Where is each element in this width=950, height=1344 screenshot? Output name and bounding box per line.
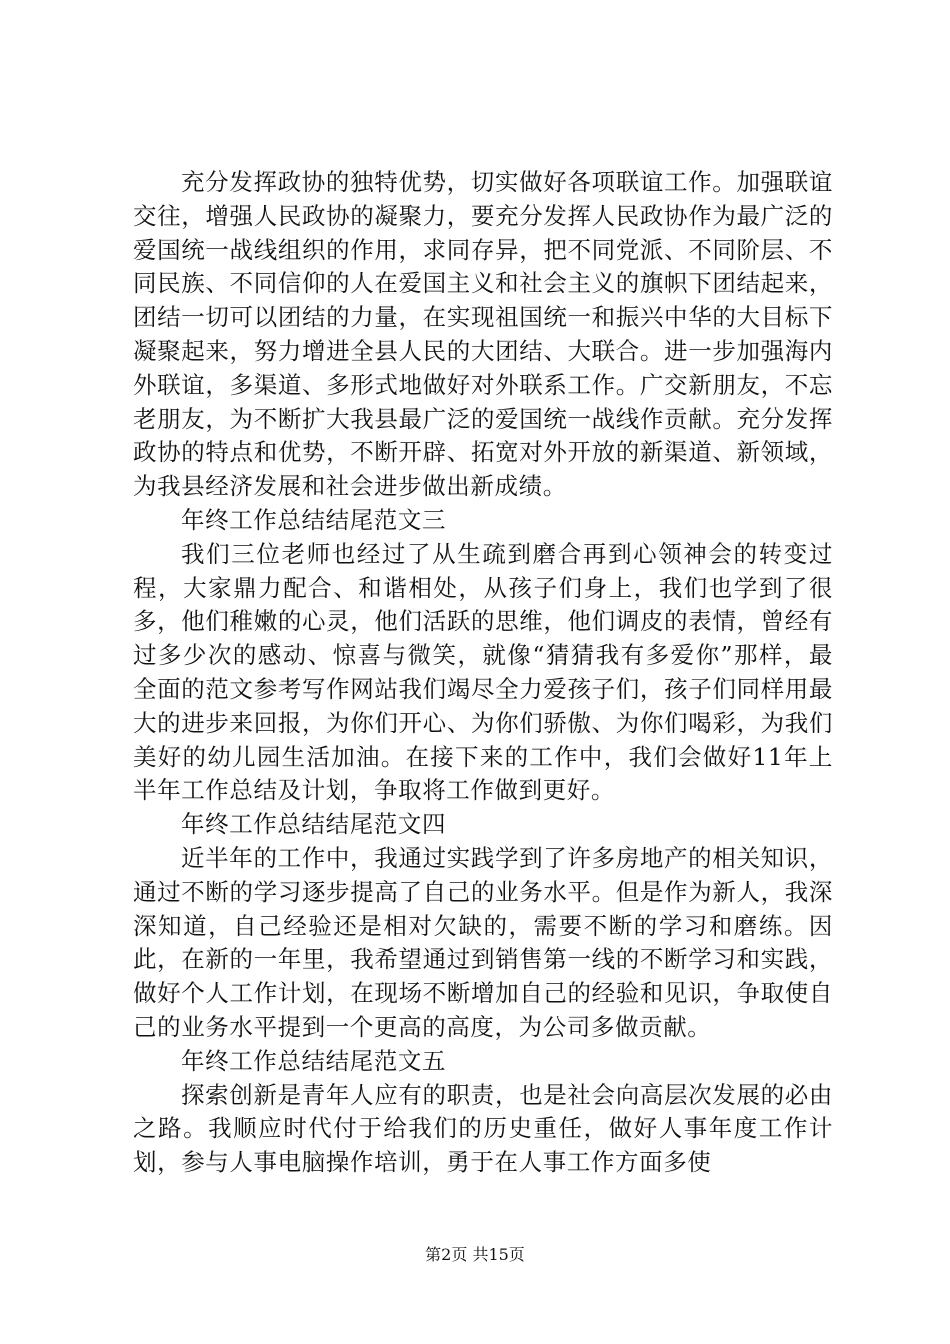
- page-number-footer: 第2页 共15页: [425, 1245, 525, 1264]
- section-heading-3: 年终工作总结结尾范文三: [181, 505, 447, 534]
- section-heading-4: 年终工作总结结尾范文四: [181, 810, 447, 839]
- paragraph-teachers: 我们三位老师也经过了从生疏到磨合再到心领神会的转变过程，大家鼎力配合、和谐相处，从孩子们身上，我们也学到了很多，他们稚嫩的心灵，他们活跃的思维，他们调皮的表情，曾经有过多少次的感动、惊喜与微笑，就像“猜猜我有多爱你”那样，最全面的范文参考写作网站我们竭尽全力爱孩子们，孩子们同样用最大的进步来回报，为你们开心、为你们骄傲、为你们喝彩，为我们美好的幼儿园生活加油。在接下来的工作中，我们会做好11年上半年工作总结及计划，争取将工作做到更好。: [133, 539, 833, 805]
- paragraph-real-estate: 近半年的工作中，我通过实践学到了许多房地产的相关知识，通过不断的学习逐步提高了自己的业务水平。但是作为新人，我深深知道，自己经验还是相对欠缺的，需要不断的学习和磨练。因此，在新的一年里，我希望通过到销售第一线的不断学习和实践，做好个人工作计划，在现场不断增加自己的经验和见识，争取使自己的业务水平提到一个更高的高度，为公司多做贡献。: [133, 843, 833, 1041]
- paragraph-innovation: 探索创新是青年人应有的职责，也是社会向高层次发展的必由之路。我顺应时代付于给我们的历史重任，做好人事年度工作计划，参与人事电脑操作培训，勇于在人事工作方面多使: [133, 1080, 833, 1177]
- document-body: [133, 166, 833, 1180]
- paragraph-lianyi-work: 充分发挥政协的独特优势，切实做好各项联谊工作。加强联谊交往，增强人民政协的凝聚力，要充分发挥人民政协作为最广泛的爱国统一战线组织的作用，求同存异，把不同党派、不同阶层、不同民族、不同信仰的人在爱国主义和社会主义的旗帜下团结起来，团结一切可以团结的力量，在实现祖国统一和振兴中华的大目标下凝聚起来，努力增进全县人民的大团结、大联合。进一步加强海内外联谊，多渠道、多形式地做好对外联系工作。广交新朋友，不忘老朋友，为不断扩大我县最广泛的爱国统一战线作贡献。充分发挥政协的特点和优势，不断开辟、拓宽对外开放的新渠道、新领域，为我县经济发展和社会进步做出新成绩。: [133, 168, 833, 501]
- section-heading-5: 年终工作总结结尾范文五: [181, 1046, 447, 1075]
